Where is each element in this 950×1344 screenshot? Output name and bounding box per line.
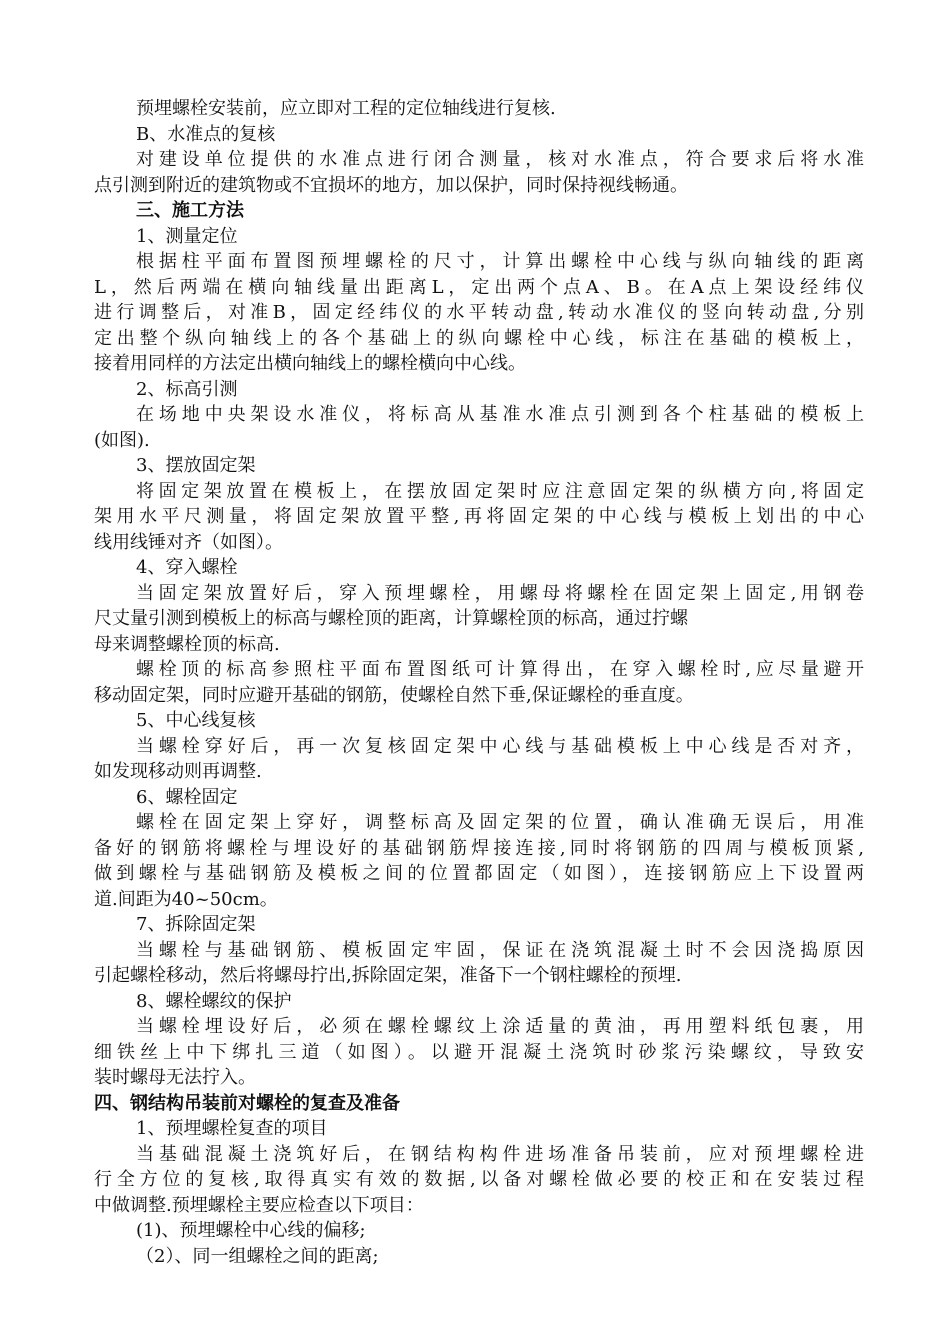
section-heading: 三、施工方法 xyxy=(136,200,244,221)
paragraph-line: 线用线锤对齐（如图）。 xyxy=(94,531,283,553)
paragraph-line: 接着用同样的方法定出横向轴线上的螺栓横向中心线。 xyxy=(94,353,526,374)
paragraph-line: 如发现移动则再调整. xyxy=(94,761,262,782)
subheading-line: 7、拆除固定架 xyxy=(136,914,256,935)
paragraph-line: 行全方位的复核,取得真实有效的数据,以备对螺栓做必要的校正和在安装过程 xyxy=(94,1169,864,1190)
paragraph-line: 当基础混凝土浇筑好后，在钢结构构件进场准备吊装前，应对预埋螺栓进 xyxy=(136,1143,864,1165)
paragraph-line: 预埋螺栓安装前，应立即对工程的定位轴线进行复核. xyxy=(136,98,556,119)
subheading-line: 3、摆放固定架 xyxy=(136,455,256,476)
subheading-line: 6、螺栓固定 xyxy=(136,786,238,808)
paragraph-line: 点引测到附近的建筑物或不宜损坏的地方，加以保护，同时保持视线畅通。 xyxy=(94,174,688,196)
paragraph-line: 架用水平尺测量，将固定架放置平整,再将固定架的中心线与模板上划出的中心 xyxy=(94,506,864,527)
paragraph-line: 移动固定架，同时应避开基础的钢筋，使螺栓自然下垂,保证螺栓的垂直度。 xyxy=(94,684,694,706)
paragraph-line: 中做调整.预埋螺栓主要应检查以下项目： xyxy=(94,1194,424,1216)
paragraph-line: 定出整个纵向轴线上的各个基础上的纵向螺栓中心线，标注在基础的模板上， xyxy=(94,327,864,349)
subheading-line: 8、螺栓螺纹的保护 xyxy=(136,990,292,1012)
paragraph-line: (如图). xyxy=(94,429,150,451)
subheading-line: 2、标高引测 xyxy=(136,378,238,400)
paragraph-line: 螺栓在固定架上穿好，调整标高及固定架的位置，确认准确无误后，用准 xyxy=(136,812,864,833)
paragraph-line: 做到螺栓与基础钢筋及模板之间的位置都固定（如图），连接钢筋应上下设置两 xyxy=(94,863,864,884)
paragraph-line: L，然后两端在横向轴线量出距离L，定出两个点A、B。在A点上架设经纬仪 xyxy=(94,276,864,298)
list-item: (1)、预埋螺栓中心线的偏移; xyxy=(136,1220,366,1241)
list-item: （2）、同一组螺栓之间的距离; xyxy=(136,1245,379,1267)
subheading-line: 1、预埋螺栓复查的项目 xyxy=(136,1118,328,1139)
paragraph-line: 对建设单位提供的水准点进行闭合测量，核对水准点，符合要求后将水准 xyxy=(136,149,864,170)
paragraph-line: 母来调整螺栓顶的标高. xyxy=(94,633,280,655)
subheading-line: 1、测量定位 xyxy=(136,225,238,247)
paragraph-line: 进行调整后，对准B，固定经纬仪的水平转动盘,转动水准仪的竖向转动盘,分别 xyxy=(94,302,864,323)
paragraph-line: 引起螺栓移动，然后将螺母拧出,拆除固定架，准备下一个钢柱螺栓的预埋. xyxy=(94,965,682,986)
paragraph-line: 当螺栓埋设好后，必须在螺栓螺纹上涂适量的黄油，再用塑料纸包裹，用 xyxy=(136,1016,864,1037)
paragraph-line: 当螺栓与基础钢筋、模板固定牢固，保证在浇筑混凝土时不会因浇捣原因 xyxy=(136,939,864,961)
subheading-line: 4、穿入螺栓 xyxy=(136,557,238,578)
paragraph-line: 细铁丝上中下绑扎三道（如图）。以避开混凝土浇筑时砂浆污染螺纹，导致安 xyxy=(94,1041,864,1063)
paragraph-line: 在场地中央架设水准仪，将标高从基准水准点引测到各个柱基础的模板上 xyxy=(136,404,864,425)
paragraph-line: 装时螺母无法拧入。 xyxy=(94,1067,256,1088)
subheading-line: 5、中心线复核 xyxy=(136,710,256,731)
paragraph-line: 螺栓顶的标高参照柱平面布置图纸可计算得出，在穿入螺栓时,应尽量避开 xyxy=(136,659,864,680)
paragraph-line: 尺丈量引测到模板上的标高与螺栓顶的距离，计算螺栓顶的标高，通过拧螺 xyxy=(94,608,688,629)
paragraph-line: 将固定架放置在模板上，在摆放固定架时应注意固定架的纵横方向,将固定 xyxy=(136,480,864,502)
subheading-line: B、水准点的复核 xyxy=(136,123,276,145)
section-heading: 四、钢结构吊装前对螺栓的复查及准备 xyxy=(94,1092,400,1114)
paragraph-line: 当固定架放置好后，穿入预埋螺栓，用螺母将螺栓在固定架上固定,用钢卷 xyxy=(136,582,864,604)
paragraph-line: 当螺栓穿好后，再一次复核固定架中心线与基础模板上中心线是否对齐， xyxy=(136,735,864,757)
paragraph-line: 根据柱平面布置图预埋螺栓的尺寸，计算出螺栓中心线与纵向轴线的距离 xyxy=(136,251,864,272)
paragraph-line: 道.间距为40~50cm。 xyxy=(94,888,278,910)
document-body xyxy=(94,96,864,1269)
paragraph-line: 备好的钢筋将螺栓与埋设好的基础钢筋焊接连接,同时将钢筋的四周与模板顶紧, xyxy=(94,837,864,859)
